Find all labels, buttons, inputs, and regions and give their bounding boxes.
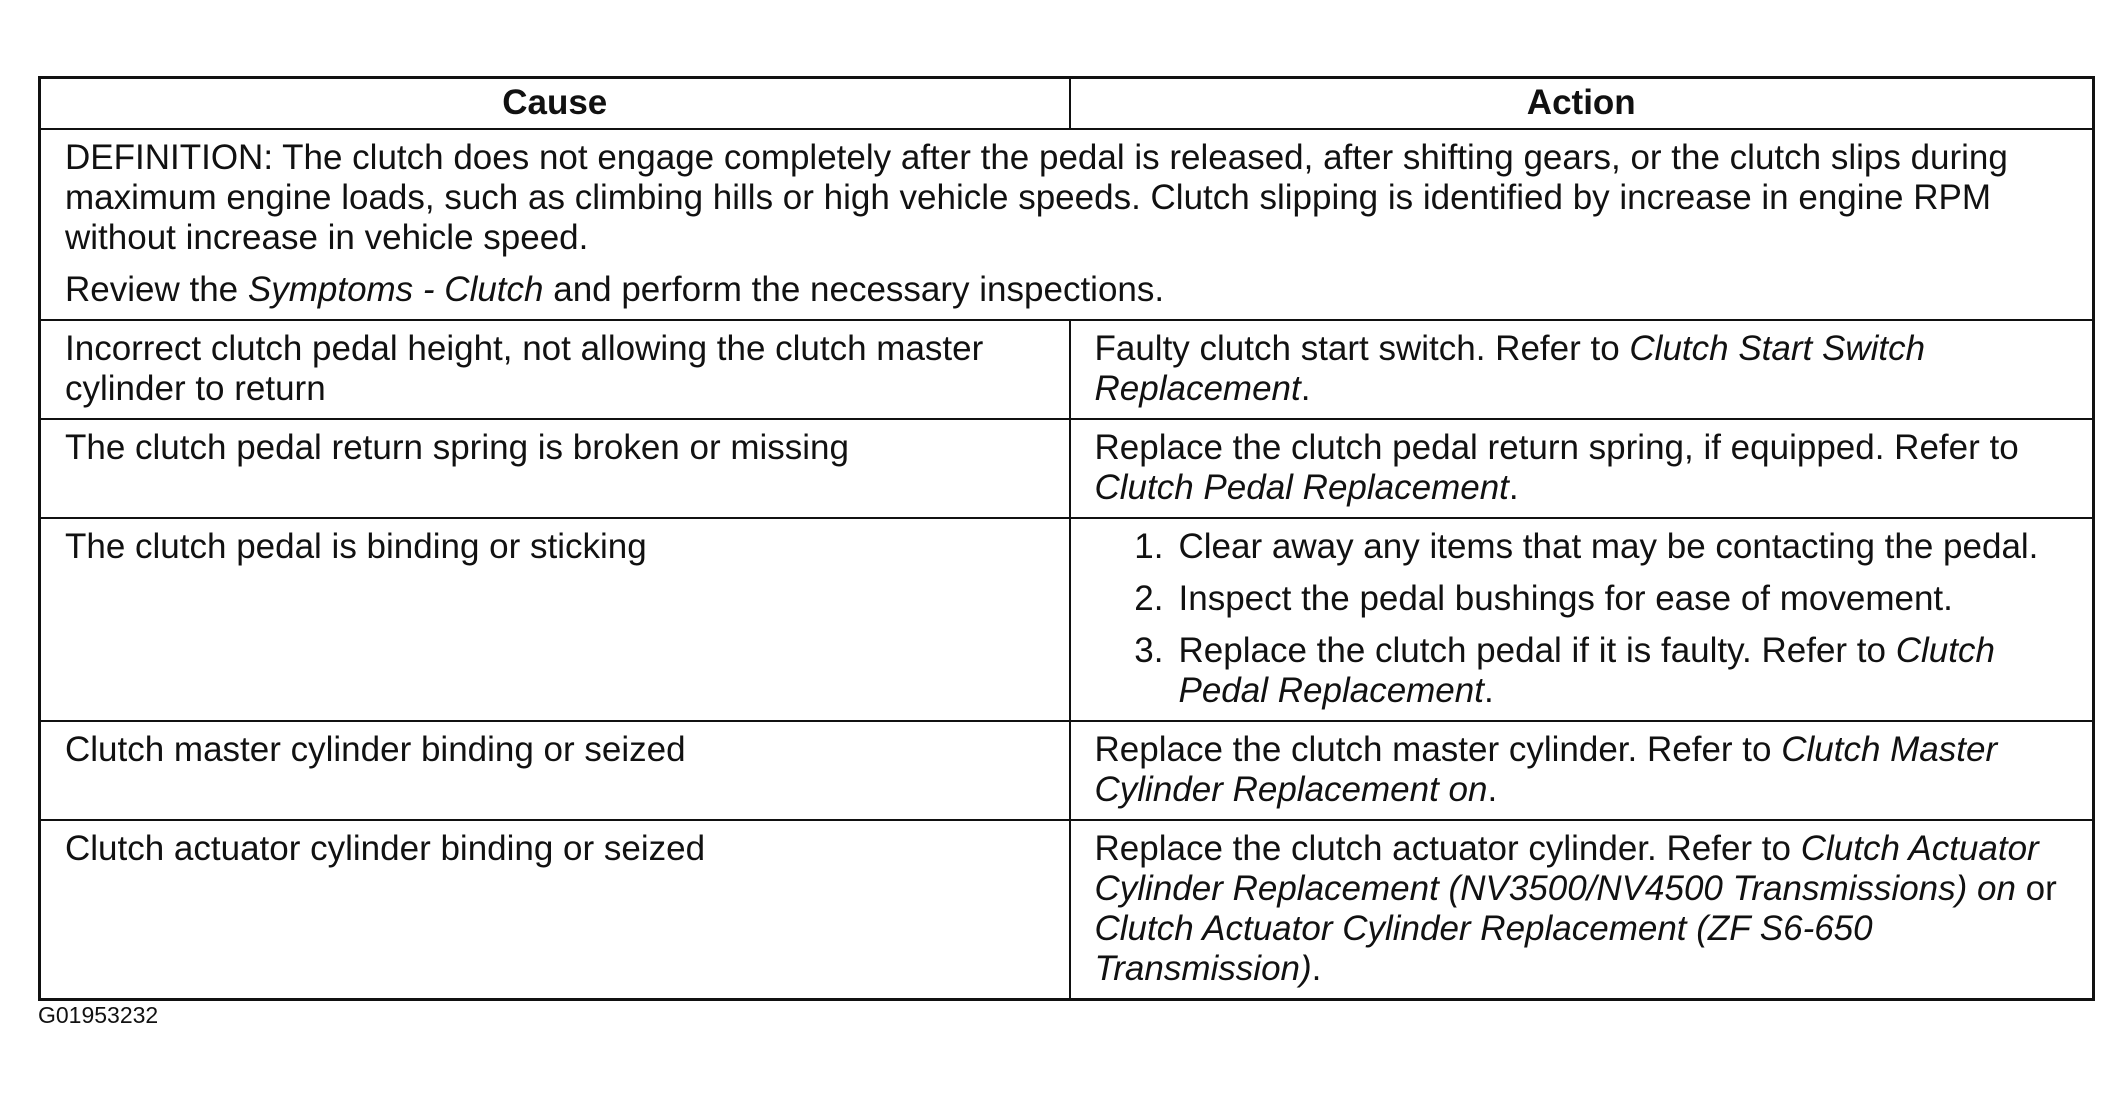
- step-reference: Clutch Pedal Replacement: [1178, 631, 1995, 710]
- review-prefix: Review the: [65, 270, 248, 309]
- table-row: [40, 419, 2094, 518]
- definition-text: DEFINITION: The clutch does not engage completely after the pedal is released, after shifting gears, or the clutch slips during maximum engine loads, such as climbing hills or high vehicle speeds. Clutch slipping is identified by increase in engine RPM without increase in vehicle speed.: [65, 138, 2008, 257]
- cause-cell: Clutch master cylinder binding or seized: [40, 721, 1070, 820]
- table-row: [40, 820, 2094, 1000]
- header-row: [40, 78, 2094, 130]
- review-text: [65, 270, 2068, 310]
- action-cell: [1070, 721, 2094, 820]
- action-text: Replace the clutch actuator cylinder. Refer to: [1094, 829, 1801, 868]
- action-reference: Clutch Master Cylinder Replacement on: [1094, 730, 1998, 809]
- cause-cell: The clutch pedal return spring is broken or missing: [40, 419, 1070, 518]
- figure-id: G01953232: [38, 1002, 159, 1028]
- action-text: Faulty clutch start switch. Refer to: [1094, 329, 1630, 368]
- action-text: Replace the clutch master cylinder. Refer to: [1094, 730, 1782, 769]
- action-end: .: [1508, 468, 1519, 507]
- action-reference-2: Clutch Actuator Cylinder Replacement (ZF S6-650 Transmission): [1094, 909, 1873, 988]
- action-header: Action: [1070, 78, 2094, 130]
- list-item: [1095, 527, 2069, 567]
- definition-row: [40, 129, 2094, 320]
- cause-cell: Clutch actuator cylinder binding or seized: [40, 820, 1070, 1000]
- cause-cell: The clutch pedal is binding or sticking: [40, 518, 1070, 721]
- action-reference: Clutch Actuator Cylinder Replacement (NV3500/NV4500 Transmissions) on: [1094, 829, 2039, 908]
- action-cell: [1070, 419, 2094, 518]
- action-cell: [1070, 518, 2094, 721]
- review-reference: Symptoms - Clutch: [247, 270, 544, 309]
- action-reference: Clutch Start Switch Replacement: [1094, 329, 1926, 408]
- review-suffix: and perform the necessary inspections.: [543, 270, 1165, 309]
- table-row: [40, 320, 2094, 419]
- step-text: [1179, 631, 2069, 711]
- action-text: Replace the clutch pedal return spring, if equipped. Refer to: [1094, 428, 2019, 467]
- step-number: 3.: [1134, 631, 1164, 670]
- step-number: 2.: [1134, 579, 1164, 618]
- table-row: [40, 721, 2094, 820]
- action-cell: [1070, 320, 2094, 419]
- cause-cell: Incorrect clutch pedal height, not allowing the clutch master cylinder to return: [40, 320, 1070, 419]
- list-item: [1095, 631, 2069, 711]
- cause-header: Cause: [40, 78, 1070, 130]
- table-row: [40, 518, 2094, 721]
- action-reference: Clutch Pedal Replacement: [1094, 468, 1509, 507]
- definition-cell: [40, 129, 2094, 320]
- action-mid: or: [2015, 869, 2057, 908]
- step-text: Clear away any items that may be contacting the pedal.: [1178, 527, 2039, 566]
- diagnostic-table: [38, 76, 2095, 1001]
- step-text-plain: Replace the clutch pedal if it is faulty. Refer to: [1178, 631, 1896, 670]
- action-end: .: [1487, 770, 1498, 809]
- action-steps-list: [1095, 527, 2069, 711]
- step-number: 1.: [1134, 527, 1164, 566]
- action-cell: [1070, 820, 2094, 1000]
- step-end: .: [1483, 671, 1494, 710]
- step-text: Inspect the pedal bushings for ease of movement.: [1178, 579, 1953, 618]
- action-end: .: [1300, 369, 1311, 408]
- list-item: [1095, 579, 2069, 619]
- action-end: .: [1311, 949, 1322, 988]
